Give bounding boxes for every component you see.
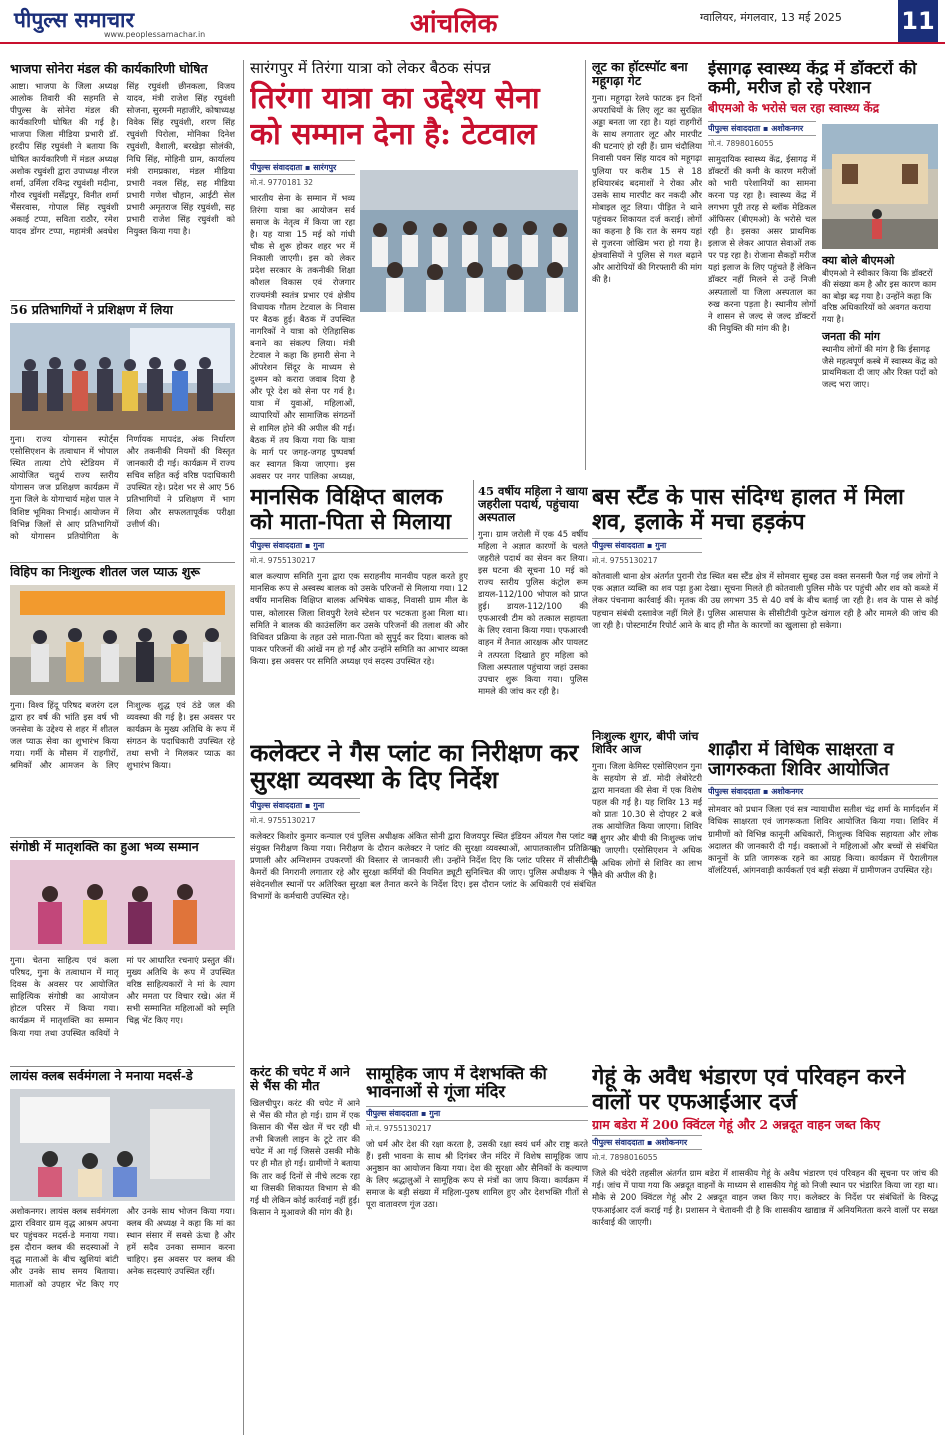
meeting-photo — [360, 170, 578, 312]
story-body: कलेक्टर किशोर कुमार कन्याल एवं पुलिस अधीक्षक अंकित सोनी द्वारा विजयपुर स्थित इंडियन ऑयल गैस प्लांट का संयुक्त निरीक्षण किया गया। निरीक्षण के दौरान कलेक्टर ने प्लांट की सुरक्षा व्यवस्थाओं, आपातकालीन प्रतिक्रिया प्रणाली और अग्निशमन उपकरणों की विस्तार से जानकारी ली। उन्होंने निर्देश दिए कि प्लांट परिसर में सीसीटीवी कैमरों की निगरानी लगातार रहे और सुरक्षा कर्मियों की नियमित ड्यूटी सुनिश्चित की जाए। पुलिस अधीक्षक ने भी संवेदनशील स्थानों पर अतिरिक्त सुरक्षा बल तैनात करने के निर्देश दिए। इस दौरान प्लांट के अधिकारी एवं संबंधित विभागों के कर्मचारी उपस्थित रहे। — [250, 830, 596, 902]
bureau-line: पीपुल्स संवाददाता ▪ अशोकनगर — [592, 1135, 702, 1150]
headline: मानसिक विक्षिप्त बालक को माता-पिता से मिलाया — [250, 485, 452, 535]
headline: ईसागढ़ स्वास्थ्य केंद्र में डॉक्टरों की कमी, मरीज हो रहे परेशान — [708, 60, 917, 99]
story-isagarh — [708, 60, 938, 530]
story-body: गुना। महूगढ़ा रेलवे फाटक इन दिनों अपराधियों के लिए लूट का सुरक्षित अड्डा बनता जा रहा है। यहां राहगीरों के साथ लगातार लूट और मारपीट की घटनाएं हो रही हैं। ग्राम चंदौलिया निवासी पवन सिंह यादव को महूगढ़ा पुलिया पर करीब 15 से 18 हथियारबंद बदमाशों ने रोका और उसके साथ मारपीट कर नकदी और मोबाइल लूट लिया। पीड़ित ने थाने पहुंचकर शिकायत दर्ज कराई। लोगों का कहना है कि रात के समय यहां से गुजरना जोखिम भरा हो गया है। क्षेत्रवासियों ने पुलिस से गश्त बढ़ाने और आरोपियों की गिरफ्तारी की मांग की है। — [592, 93, 702, 285]
bureau-place: अशोकनगर — [771, 787, 804, 797]
story-body: सामुदायिक स्वास्थ्य केंद्र, ईसागढ़ में डॉक्टरों की कमी के कारण मरीजों को भारी परेशानियों का सामना करना पड़ रहा है। स्वास्थ्य केंद्र में लगभग पूरी तरह से ब्लॉक मेडिकल ऑफिसर (बीएमओ) के भरोसे चल रही है। इसका असर प्राथमिक इलाज से लेकर आपात सेवाओं तक पर पड़ रहा है। रोजाना सैकड़ों मरीज यहां इलाज के लिए पहुंचते हैं लेकिन डॉक्टर नहीं मिलने से उन्हें निजी अस्पतालों या जिला अस्पताल का रुख करना पड़ता है। स्थानीय लोगों ने शासन से जल्द से जल्द डॉक्टरों की नियुक्ति की मांग की है। — [708, 153, 816, 333]
headline: संगोष्ठी में मातृशक्ति का हुआ भव्य सम्मान — [10, 840, 199, 854]
story-body: भारतीय सेना के सम्मान में भव्य तिरंगा यात्रा का आयोजन सर्व समाज के नेतृत्व में किया जा रहा है। यह यात्रा 15 मई को गांधी चौक से शुरू होकर शहर भर में निकाली जाएगी। इस को लेकर प्रदेश सरकार के तकनीकी शिक्षा कौशल विकास एवं रोजगार राज्यमंत्री स्वतंत्र प्रभार एवं क्षेत्रीय विधायक गौतम टेटवाल के निवास पर बैठक हुई। बैठक में उपस्थित नागरिकों ने यात्रा को ऐतिहासिक बनाने का संकल्प लिया। मंत्री टेटवाल ने कहा कि हमारी सेना ने ऑपरेशन सिंदूर के माध्यम से दुश्मन को करारा जवाब दिया है और पूरे देश को सेना पर गर्व है। यात्रा में युवाओं, महिलाओं, व्यापारियों और सामाजिक संगठनों से शामिल होने की अपील की गई। बैठक में तय किया गया कि यात्रा के मार्ग पर जगह-जगह पुष्पवर्षा कर स्वागत किया जाएगा। इस अवसर पर नगर पालिका अध्यक्ष, — [250, 192, 355, 480]
headline: भाजपा सोनेरा मंडल की कार्यकारिणी घोषित — [10, 62, 208, 76]
story-manasik — [250, 485, 468, 735]
bureau-line: पीपुल्स संवाददाता ▪ अशोकनगर — [708, 784, 938, 799]
story-body: जो धर्म और देश की रक्षा करता है, उसकी रक्षा स्वयं धर्म और राष्ट्र करते हैं। इसी भावना के साथ श्री दिगंबर जैन मंदिर में विशेष सामूहिक जाप अनुष्ठान का आयोजन किया गया। देश की सुरक्षा और सैनिकों के कल्याण के लिए श्रद्धालुओं ने सामूहिक रूप से मंत्रों का जाप किया। कार्यक्रम में समाज के बड़ी संख्या में महिला-पुरुष शामिल हुए और देशभक्ति गीतों से पूरा वातावरण गूंज उठा। — [366, 1138, 588, 1210]
bureau-name: पीपुल्स संवाददाता — [708, 787, 761, 797]
headline: 45 वर्षीय महिला ने खाया जहरीला पदार्थ, पहुंचाया अस्पताल — [478, 485, 588, 524]
bureau-place: गुना — [429, 1108, 441, 1118]
reporter-mobile: मो.नं. 9755130217 — [250, 556, 316, 566]
felicitation-photo — [10, 860, 235, 950]
bureau-place: गुना — [313, 800, 325, 810]
story-body: बाल कल्याण समिति गुना द्वारा एक सराहनीय मानवीय पहल करते हुए मानसिक रूप से अस्वस्थ बालक को उसके परिजनों से मिलाया गया। 12 वर्षीय मानसिक विक्षिप्त बालक अभिषेक धाकड़, निवासी ग्राम मील के पास, कोलारस जिला शिवपुरी रेलवे स्टेशन पर भटकता हुआ मिला था। समिति ने बालक की काउंसलिंग कर उसके परिजनों की तलाश की और विधिवत प्रक्रिया के तहत उसे माता-पिता को सुपुर्द कर दिया। बालक को पाकर परिजनों की आंखें नम हो गईं और उन्होंने समिति का आभार व्यक्त किया। इस अवसर पर समिति अध्यक्ष एवं सदस्य उपस्थित रहे। — [250, 571, 468, 666]
dateline: ग्वालियर, मंगलवार, 13 मई 2025 — [700, 11, 842, 24]
story-yoga — [10, 303, 235, 558]
section-title: आंचलिक — [410, 9, 498, 39]
story-text-column — [708, 118, 816, 391]
bureau-place: गुना — [655, 541, 667, 551]
bureau-line: पीपुल्स संवाददाता ▪ अशोकनगर — [708, 121, 816, 136]
story-sangoshthi — [10, 840, 235, 1062]
story-body: सोमवार को प्रधान जिला एवं सत्र न्यायाधीश सतीश चंद्र शर्मा के मार्गदर्शन में विधिक साक्षरता एवं जागरूकता शिविर आयोजित किया गया। शिविर में ग्रामीणों को विभिन्न कानूनी अधिकारों, निःशुल्क विधिक सहायता और लोक अदालत की जानकारी दी गई। वक्ताओं ने महिलाओं और बच्चों से संबंधित कानूनों के प्रति जागरूक रहने का आग्रह किया। कार्यक्रम में पैरालीगल वॉलंटियर्स, आंगनवाड़ी कार्यकर्ता एवं बड़ी संख्या में ग्रामीणजन उपस्थित रहे। — [708, 804, 938, 875]
story-collector — [250, 740, 596, 1050]
yoga-group-photo — [10, 323, 235, 430]
health-center-photo — [822, 124, 938, 249]
newspaper-logo: पीपुल्स समाचार — [14, 7, 135, 32]
headline: करंट की चपेट में आने से भैंस की मौत — [250, 1065, 350, 1093]
story-bus — [592, 485, 938, 725]
story-text-column — [250, 157, 355, 480]
column-rule — [585, 60, 586, 470]
story-body: आष्टा। भाजपा के जिला अध्यक्ष आलोक तिवारी की सहमति से पीपुल्स के सोनेरा मंडल की कार्यकारिणी घोषित की गई है। भाजपा जिला मीडिया प्रभारी डॉ. हरदीप सिंह रघुवंशी ने बताया कि घोषित कार्यकारिणी में मंडल अध्यक्ष अशोक रघुवंशी द्वारा उपाध्यक्ष नीरज शर्मा, उर्मिला रविन्द्र रघुवंशी मदीना, गौरव रघुवंशी मर्सेंद्रपुर, विनीत शर्मा भैंसरवास, गोपाल सिंह रघुवंशी अकाई टप्पा, सविता राठौर, रमेश यादव डोंगर टप्पा, महामंत्री अवधेश सिंह रघुवंशी छीनकला, विजय यादव, मंत्री राजेश सिंह रघुवंशी सोजना, सुरमनी महाजीरे, कोषाध्यक्ष विवेक सिंह रघुवंशी, शरण सिंह रघुवंशी पिरोला, मोनिका दिनेश रघुवंशी, वैशाली, बरखेड़ा सोलंकी, निधि सिंह, मोहिनी ग्राम, कार्यालय मंत्री रामप्रकाश, मंडल मीडिया प्रभारी नवल सिंह, सह मीडिया प्रभारी गणेश चौहान, आईटी सेल प्रभारी अमृतराज सिंह रघुवंशी, सह प्रभारी राजेश सिंह रघुवंशी को नियुक्त किया गया है। — [10, 81, 235, 237]
bureau-place: सारंगपुर — [313, 162, 337, 172]
bureau-place: गुना — [313, 541, 325, 551]
story-body: जिले की चंदेरी तहसील अंतर्गत ग्राम बडेरा में शासकीय गेहूं के अवैध भंडारण एवं परिवहन की सूचना पर जांच की गई। जांच में पाया गया कि अन्नदूत वाहनों के माध्यम से शासकीय गेहूं को निजी स्थान पर भंडारित किया जा रहा था। मौके से 200 क्विंटल गेहूं और 2 अन्नदूत वाहन जब्त किए गए। कलेक्टर के निर्देश पर संबंधितों के विरुद्ध एफआईआर दर्ज कराई गई है। प्रशासन ने चेतावनी दी है कि शासकीय खाद्यान्न में अनियमितता करने वालों पर सख्त कार्रवाई की जाएगी। — [592, 1168, 938, 1227]
old-age-home-photo — [10, 1089, 235, 1201]
water-kiosk-photo — [10, 585, 235, 695]
page-number: 11 — [898, 0, 938, 42]
bmo-box-text: बीएमओ ने स्वीकार किया कि डॉक्टरों की संख्या कम है और इस कारण काम का बोझ बढ़ गया है। उन्होंने कहा कि वरिष्ठ अधिकारियों को अवगत कराया गया है। — [822, 267, 937, 324]
story-body: गुना। जिला केमिस्ट एसोसिएशन गुना के सहयोग से डॉ. मोदी लेबोरेटरी द्वारा मानवता की सेवा में एक विशेष पहल की गई है। यह शिविर 13 मई को प्रातः 10.30 से दोपहर 2 बजे तक आयोजित किया जाएगा। शिविर में शुगर और बीपी की निःशुल्क जांच की जाएगी। एसोसिएशन ने अधिक से अधिक लोगों से शिविर का लाभ लेने की अपील की है। — [592, 760, 702, 880]
headline: लूट का हॉटस्पॉट बना महूगढ़ा गेट — [592, 60, 688, 88]
bureau-place: अशोकनगर — [655, 1138, 688, 1148]
subheadline: ग्राम बडेरा में 200 क्विंटल गेहूं और 2 अन्नदूत वाहन जब्त किए — [592, 1117, 881, 1133]
headline: निःशुल्क शुगर, बीपी जांच शिविर आज — [592, 730, 699, 756]
headline: तिरंगा यात्रा का उद्देश्य सेना को सम्मान देना है: टेटवाल — [250, 80, 540, 152]
kicker: सारंगपुर में तिरंगा यात्रा को लेकर बैठक संपन्न — [250, 60, 491, 77]
headline: सामूहिक जाप में देशभक्ति की भावनाओं से गूंजा मंदिर — [366, 1065, 547, 1102]
headline: गेहूं के अवैध भंडारण एवं परिवहन करने वालों पर एफआईआर दर्ज — [592, 1065, 906, 1115]
story-separator — [10, 837, 235, 838]
headline: शाढ़ौरा में विधिक साक्षरता व जागरुकता शिविर आयोजित — [708, 740, 894, 781]
bmo-box-title: क्या बोले बीएमओ — [822, 253, 895, 267]
bureau-name: पीपुल्स संवाददाता — [366, 1108, 419, 1118]
bureau-name: पीपुल्स संवाददाता — [250, 800, 303, 810]
headline: कलेक्टर ने गैस प्लांट का निरीक्षण कर सुरक्षा व्यवस्था के दिए निर्देश — [250, 740, 579, 794]
reporter-mobile: मो.नं. 9770181 32 — [250, 177, 314, 187]
headline: 56 प्रतिभागियों ने प्रशिक्षण में लिया — [10, 303, 173, 317]
story-body: कोतवाली थाना क्षेत्र अंतर्गत पुरानी रोड स्थित बस स्टैंड क्षेत्र में सोमवार सुबह उस वक्त सनसनी फैल गई जब लोगों ने एक अज्ञात व्यक्ति का शव पड़ा हुआ देखा। सूचना मिलते ही कोतवाली पुलिस मौके पर पहुंची और शव को कब्जे में लेकर पंचनामा कार्रवाई की। मृतक की उम्र लगभग 35 से 40 वर्ष के बीच बताई जा रही है। शव के पास से कोई पहचान संबंधी दस्तावेज नहीं मिले हैं। पुलिस आसपास के सीसीटीवी फुटेज खंगाल रही है और मामले की जांच की जा रही है। पोस्टमार्टम रिपोर्ट आने के बाद ही मौत के कारणों का खुलासा हो सकेगा। — [592, 571, 938, 630]
story-body: गुना। चेतना साहित्य एवं कला परिषद, गुना के तत्वाधान में मातृ दिवस के अवसर पर आयोजित साहित्यिक संगोष्ठी का आयोजन होटल परिसर में किया गया। कार्यक्रम में मातृशक्ति का सम्मान किया गया तथा उपस्थित कवियों ने मां पर आधारित रचनाएं प्रस्तुत कीं। मुख्य अतिथि के रूप में उपस्थित वरिष्ठ साहित्यकारों ने मां के त्याग और ममता पर विचार रखे। अंत में सभी सम्मानित महिलाओं को स्मृति चिह्न भेंट किए गए। — [10, 955, 235, 1038]
headline: विहिप का निःशुल्क शीतल जल प्याऊ शुरू — [10, 565, 200, 579]
story-vhp — [10, 565, 235, 833]
bureau-line: पीपुल्स संवाददाता ▪ गुना — [366, 1106, 588, 1121]
bureau-name: पीपुल्स संवाददाता — [250, 541, 303, 551]
masthead — [0, 0, 945, 44]
headline: लायंस क्लब सर्वमंगला ने मनाया मदर्स-डे — [10, 1069, 193, 1083]
bureau-name: पीपुल्स संवाददाता — [708, 123, 761, 133]
column-rule — [473, 480, 474, 540]
bureau-name: पीपुल्स संवाददाता — [592, 1138, 645, 1148]
story-lions — [10, 1069, 235, 1439]
reporter-mobile: मो.नं. 7898016055 — [592, 1153, 658, 1163]
reporter-mobile: मो.नं. 7898016055 — [708, 138, 774, 148]
story-body: गुना। ग्राम जरोली में एक 45 वर्षीय महिला ने अज्ञात कारणों के चलते जहरीले पदार्थ का सेवन कर लिया। इस घटना की सूचना 10 मई को राज्य स्तरीय पुलिस कंट्रोल रूम डायल-112/100 भोपाल को प्राप्त हुई। डायल-112/100 की एफआरवी टीम को तत्काल सहायता के लिए रवाना किया गया। एफआरवी वाहन में तैनात आरक्षक और पायलट ने तत्परता दिखाते हुए महिला को जिला अस्पताल पहुंचाया जहां उसका उपचार शुरू किया गया। पुलिस मामले की जांच कर रही है। — [478, 528, 588, 696]
story-jaap — [366, 1065, 588, 1435]
story-shadhora — [708, 740, 938, 1060]
story-loot — [592, 60, 702, 470]
bureau-place: अशोकनगर — [771, 123, 804, 133]
story-gehun — [592, 1065, 938, 1435]
story-poison — [478, 485, 588, 735]
subheadline: बीएमओ के भरोसे चल रहा स्वास्थ्य केंद्र — [708, 101, 880, 116]
story-content — [708, 118, 938, 391]
reporter-mobile: मो.नं. 9755130217 — [366, 1123, 432, 1133]
reporter-mobile: मो.नं. 9755130217 — [592, 556, 658, 566]
story-karant — [250, 1065, 360, 1435]
column-rule — [243, 60, 244, 1435]
bureau-line: पीपुल्स संवाददाता ▪ गुना — [250, 798, 360, 813]
story-separator — [10, 562, 235, 563]
story-body: खिलचीपुर। करंट की चपेट में आने से भैंस की मौत हो गई। ग्राम में एक किसान की भैंस खेत में चर रही थी तभी बिजली लाइन के टूटे तार की चपेट में आ गई जिससे उसकी मौके पर ही मौत हो गई। ग्रामीणों ने बताया कि तार कई दिनों से नीचे लटक रहा था जिसकी शिकायत विभाग से की गई थी लेकिन कोई कार्रवाई नहीं हुई। किसान ने मुआवजे की मांग की है। — [250, 1098, 360, 1217]
headline: बस स्टैंड के पास संदिग्ध हालत में मिला शव, इलाके में मचा हड़कंप — [592, 485, 904, 535]
story-side-column — [822, 118, 938, 391]
reporter-mobile: मो.नं. 9755130217 — [250, 815, 316, 825]
story-bjp — [10, 62, 235, 296]
story-separator — [10, 300, 235, 301]
story-body: अशोकनगर। लायंस क्लब सर्वमंगला द्वारा रविवार ग्राम वृद्ध आश्रम अपना घर पहुंचकर मदर्स-डे मनाया गया। इस दौरान क्लब की सदस्याओं ने वृद्ध माताओं के बीच खुशियां बांटी और उनके साथ समय बिताया। माताओं को उपहार भेंट किए गए और उनके साथ भोजन किया गया। क्लब की अध्यक्ष ने कहा कि मां का स्थान संसार में सबसे ऊंचा है और हमें सदैव उनका सम्मान करना चाहिए। इस अवसर पर क्लब की अनेक सदस्याएं उपस्थित रहीं। — [10, 1206, 235, 1289]
bureau-line: पीपुल्स संवाददाता ▪ सारंगपुर — [250, 160, 355, 175]
story-body: गुना। राज्य योगासन स्पोर्ट्स एसोसिएशन के तत्वाधान में भोपाल स्थित तात्या टोपे स्टेडियम में आयोजित चतुर्थ राज्य स्तरीय योगासन जज प्रशिक्षण कार्यक्रम में गुना जिले के योगाचार्य महेश पाल ने विशिष्ट भूमिका निभाई। आयोजन में विभिन्न जिलों से आए प्रतिभागियों को योगासन प्रतियोगिता के निर्णायक मापदंड, अंक निर्धारण और तकनीकी नियमों की विस्तृत जानकारी दी गई। कार्यक्रम में राज्य सचिव सहित कई वरिष्ठ पदाधिकारी उपस्थित रहे। प्रदेश भर से आए 56 प्रतिभागियों ने प्रशिक्षण में भाग लिया और सफलतापूर्वक परीक्षा उत्तीर्ण की। — [10, 434, 235, 541]
story-body: गुना। विश्व हिंदू परिषद बजरंग दल द्वारा हर वर्ष की भांति इस वर्ष भी जनसेवा के उद्देश्य से शहर में शीतल जल प्याऊ सेवा का शुभारंभ किया गया। गर्मी के मौसम में राहगीरों, श्रमिकों और आमजन के लिए निःशुल्क शुद्ध एवं ठंडे जल की व्यवस्था की गई है। इस अवसर पर कार्यक्रम के मुख्य अतिथि के रूप में संगठन के पदाधिकारी उपस्थित रहे तथा सभी ने मिलकर प्याऊ का शुभारंभ किया। — [10, 700, 235, 771]
website-url: www.peoplessamachar.in — [104, 30, 206, 39]
bureau-line: पीपुल्स संवाददाता ▪ गुना — [592, 538, 702, 553]
bureau-name: पीपुल्स संवाददाता — [592, 541, 645, 551]
public-demand-text: स्थानीय लोगों की मांग है कि ईसागढ़ जैसे महत्वपूर्ण कस्बे में स्वास्थ्य केंद्र को प्राथमिकता दी जाए और रिक्त पदों को जल्द भरा जाए। — [822, 344, 938, 389]
bureau-line: पीपुल्स संवाददाता ▪ गुना — [250, 538, 468, 553]
story-shugar — [592, 730, 702, 1060]
bureau-name: पीपुल्स संवाददाता — [250, 162, 303, 172]
story-separator — [10, 1066, 235, 1067]
public-demand-title: जनता की मांग — [822, 330, 880, 343]
